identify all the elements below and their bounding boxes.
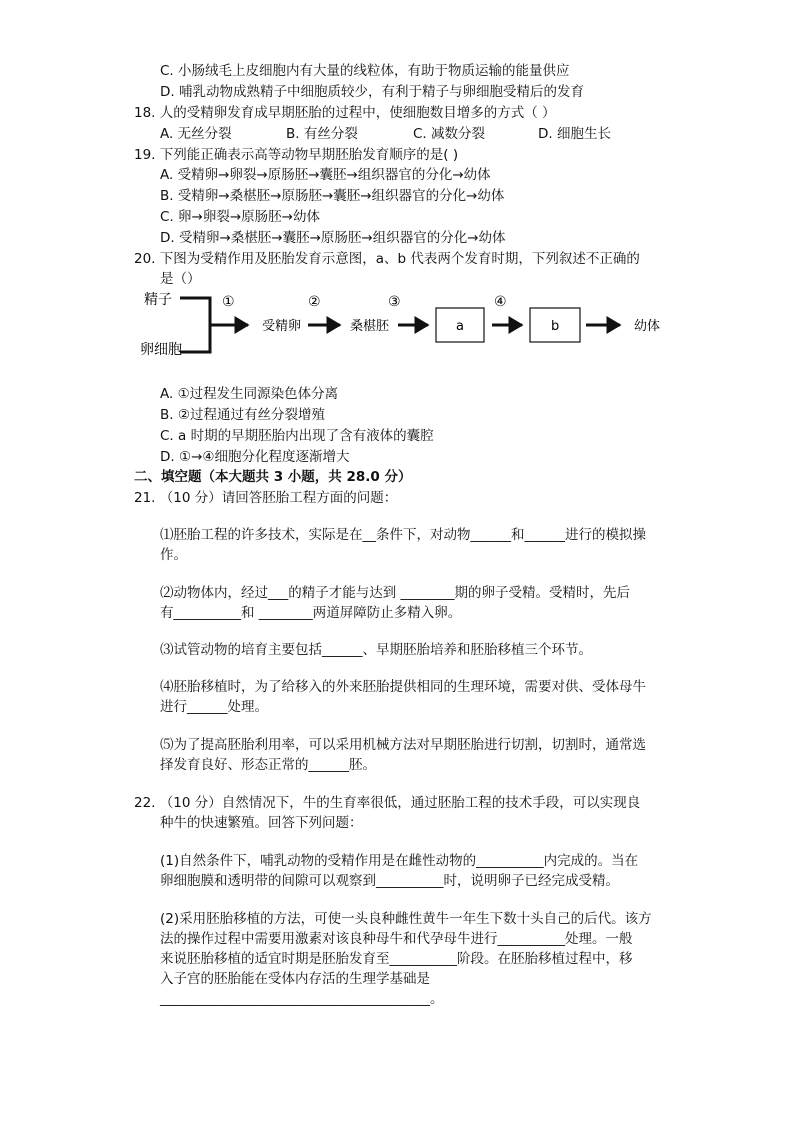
- morula-label: 桑椹胚: [350, 319, 390, 334]
- q20-stem-line1: 20. 下图为受精作用及胚胎发育示意图，a、b 代表两个发育时期，下列叙述不正确的: [134, 251, 640, 267]
- q22-part2-line3: 来说胚胎移植的适宜时期是胚胎发育至__________阶段。在胚胎移植过程中，移: [160, 951, 633, 967]
- fertilization-diagram-svg: [140, 284, 680, 368]
- q19-option-c: C. 卵→卵裂→原肠胚→幼体: [160, 209, 320, 225]
- q17-option-d: D. 哺乳动物成熟精子中细胞质较少，有利于精子与卵细胞受精后的发育: [160, 84, 584, 100]
- stage-a-label: a: [456, 319, 464, 334]
- section-heading: 二、填空题（本大题共 3 小题，共 28.0 分）: [134, 469, 412, 485]
- q20-option-c: C. a 时期的早期胚胎内出现了含有液体的囊腔: [160, 428, 434, 444]
- q17-option-c: C. 小肠绒毛上皮细胞内有大量的线粒体，有助于物质运输的能量供应: [160, 63, 570, 79]
- q18-option-a: A. 无丝分裂: [160, 126, 232, 142]
- q22-part2-line2: 法的操作过程中需要用激素对该良种母牛和代孕母牛进行__________处理。一般: [160, 931, 633, 947]
- q21-part1-line1: ⑴胚胎工程的许多技术，实际是在__条件下，对动物______和______进行的模拟操: [160, 527, 646, 543]
- egg-label: 卵细胞: [140, 342, 182, 358]
- q21-part1-line2: 作。: [160, 547, 187, 563]
- q22-part1-line2: 卵细胞膜和透明带的间隙可以观察到__________时，说明卵子已经完成受精。: [160, 873, 619, 889]
- q21-part2-line2: 有__________和 ________两道屏障防止多精入卵。: [160, 605, 462, 621]
- q20-option-a: A. ①过程发生同源染色体分离: [160, 386, 339, 402]
- q18-stem: 18. 人的受精卵发育成早期胚胎的过程中，使细胞数目增多的方式（ ）: [134, 105, 556, 121]
- q20-stem-line2: 是（）: [160, 271, 201, 287]
- sperm-label: 精子: [144, 292, 172, 308]
- q22-part2-line5: ________________________________________。: [160, 991, 444, 1007]
- q19-option-b: B. 受精卵→桑椹胚→原肠胚→囊胚→组织器官的分化→幼体: [160, 188, 505, 204]
- q21-part2-line1: ⑵动物体内，经过___的精子才能与达到 ________期的卵子受精。受精时，先后: [160, 585, 631, 601]
- q18-option-d: D. 细胞生长: [538, 126, 611, 142]
- step-3-label: ③: [388, 294, 401, 310]
- q19-option-a: A. 受精卵→卵裂→原肠胚→囊胚→组织器官的分化→幼体: [160, 167, 491, 183]
- q21-part5-line1: ⑸为了提高胚胎利用率，可以采用机械方法对早期胚胎进行切割，切割时，通常选: [160, 737, 646, 753]
- q22-stem-line2: 种牛的快速繁殖。回答下列问题：: [160, 815, 363, 831]
- result-label: 幼体: [634, 319, 661, 334]
- q18-option-c: C. 减数分裂: [413, 126, 486, 142]
- step-2-label: ②: [308, 294, 321, 310]
- q22-stem-line1: 22. （10 分）自然情况下，牛的生育率很低，通过胚胎工程的技术手段，可以实现良: [134, 795, 641, 811]
- q19-stem: 19. 下列能正确表示高等动物早期胚胎发育顺序的是( ): [134, 147, 459, 163]
- q22-part2-line1: (2)采用胚胎移植的方法，可使一头良种雌性黄牛一年生下数十头自己的后代。该方: [160, 911, 652, 927]
- q21-part4-line1: ⑷胚胎移植时，为了给移入的外来胚胎提供相同的生理环境，需要对供、受体母牛: [160, 679, 646, 695]
- q18-option-b: B. 有丝分裂: [286, 126, 358, 142]
- q20-option-d: D. ①→④细胞分化程度逐渐增大: [160, 449, 350, 465]
- q22-part2-line4: 入子宫的胚胎能在受体内存活的生理学基础是: [160, 971, 430, 987]
- bracket-line: [180, 298, 210, 352]
- fertilization-diagram: [140, 284, 680, 368]
- zygote-label: 受精卵: [262, 319, 302, 334]
- q21-stem: 21. （10 分）请回答胚胎工程方面的问题：: [134, 490, 398, 506]
- q21-part4-line2: 进行______处理。: [160, 699, 268, 715]
- q22-part1-line1: (1)自然条件下，哺乳动物的受精作用是在雌性动物的__________内完成的。当在: [160, 853, 639, 869]
- step-4-label: ④: [494, 294, 507, 310]
- q21-part3: ⑶试管动物的培育主要包括______、早期胚胎培养和胚胎移植三个环节。: [160, 642, 592, 658]
- q19-option-d: D. 受精卵→桑椹胚→囊胚→原肠胚→组织器官的分化→幼体: [160, 230, 506, 246]
- stage-b-label: b: [551, 319, 560, 334]
- q20-option-b: B. ②过程通过有丝分裂增殖: [160, 407, 325, 423]
- step-1-label: ①: [222, 294, 235, 310]
- q21-part5-line2: 择发育良好、形态正常的______胚。: [160, 757, 376, 773]
